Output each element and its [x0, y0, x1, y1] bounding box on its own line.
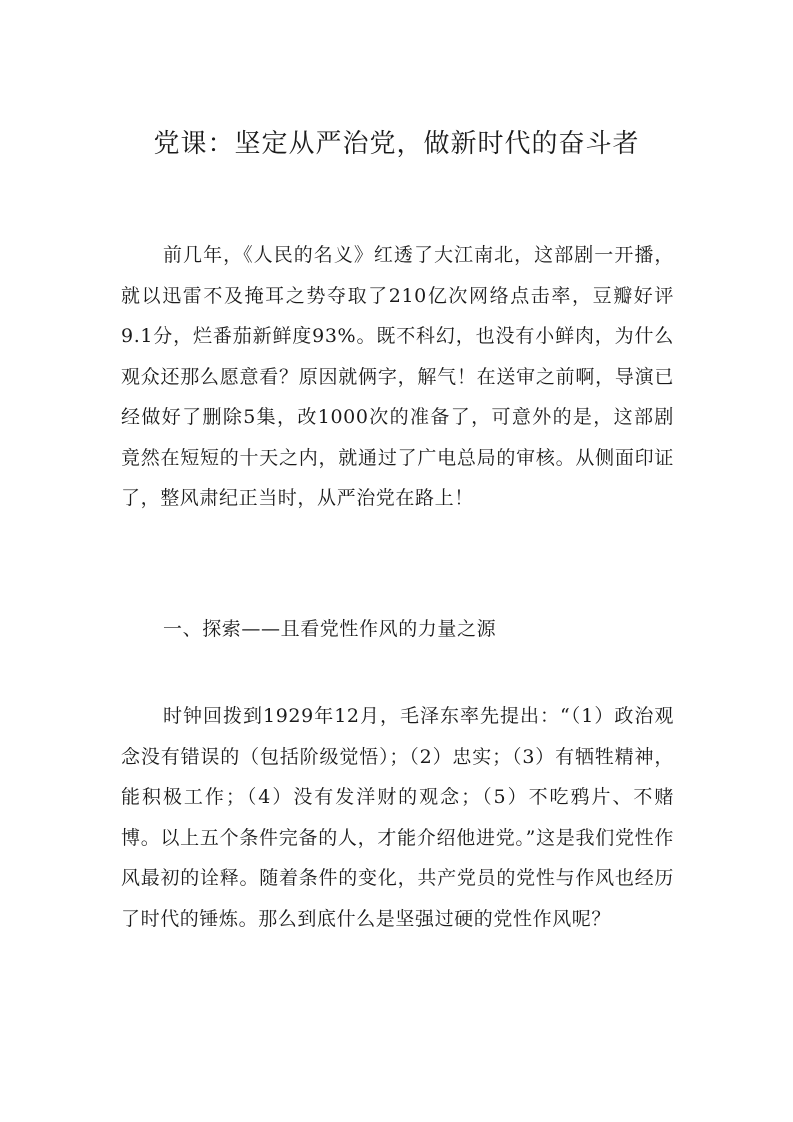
paragraph-intro: 前几年，《人民的名义》红透了大江南北，这部剧一开播，就以迅雷不及掩耳之势夺取了210亿次网络点击率，豆瓣好评9.1分，烂番茄新鲜度93%。既不科幻，也没有小鲜肉，为什么观众还那么愿意看？原因就俩字，解气！在送审之前啊，导演已经做好了删除5集，改1000次的准备了，可意外的是，这部剧竟然在短短的十天之内，就通过了广电总局的审核。从侧面印证了，整风肃纪正当时，从严治党在路上！ [121, 244, 674, 509]
section-heading-1: 一、探索——且看党性作风的力量之源 [163, 618, 497, 640]
document-title: 党课：坚定从严治党，做新时代的奋斗者 [153, 129, 640, 159]
paragraph-section-1: 时钟回拨到1929年12月，毛泽东率先提出：“（1）政治观念没有错误的（包括阶级觉悟）；（2）忠实；（3）有牺牲精神，能积极工作；（4）没有发洋财的观念；（5）不吃鸦片、不赌博。以上五个条件完备的人，才能介绍他进党。”这是我们党性作风最初的诠释。随着条件的变化，共产党员的党性与作风也经历了时代的锤炼。那么到底什么是坚强过硬的党性作风呢？ [121, 705, 674, 930]
